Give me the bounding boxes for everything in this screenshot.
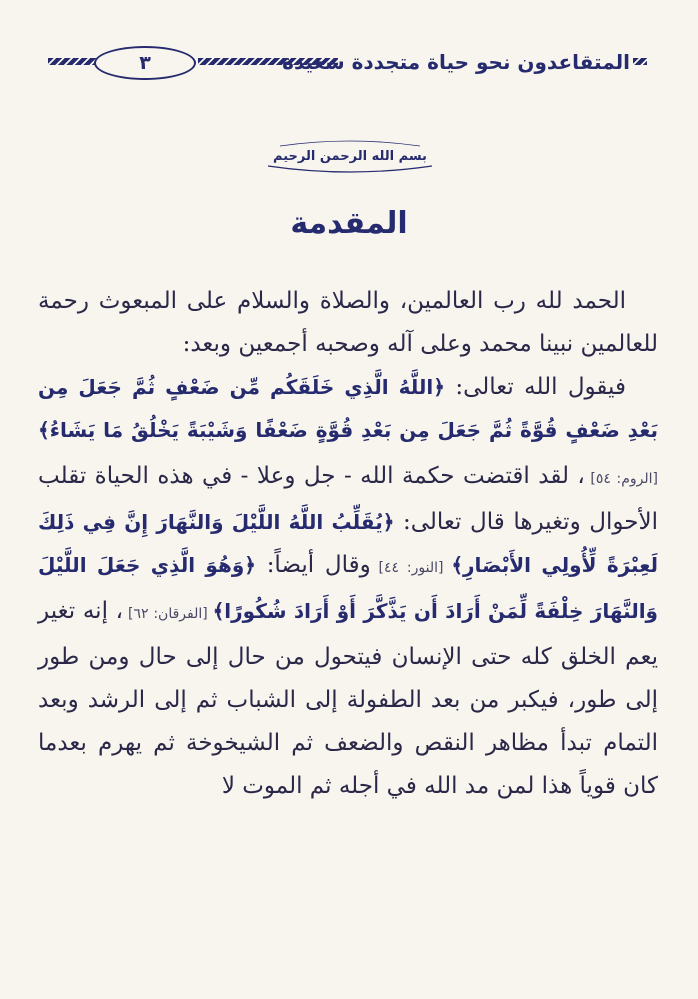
running-title: المتقاعدون نحو حياة متجددة سعيدة bbox=[282, 50, 630, 74]
body-text-segment-1: ، لقد اقتضت حكمة الله - جل وعلا - في هذه الحياة تقلب الأحوال وتغيرها قال تعالى: bbox=[38, 463, 658, 535]
basmala-text: بسم الله الرحمن الرحيم bbox=[273, 148, 427, 164]
header-rule-right bbox=[633, 58, 647, 65]
header-rule-left bbox=[48, 58, 96, 65]
body-text-segment-2: وقال أيضاً: bbox=[255, 552, 371, 578]
intro-text: فيقول الله تعالى: bbox=[444, 374, 626, 400]
quran-verse-2: ﴿يُقَلِّبُ اللَّهُ اللَّيْلَ وَالنَّهَارَ إِنَّ فِي ذَلِكَ لَعِبْرَةً لِّأُولِي الأَبْصَارِ﴾ bbox=[38, 510, 659, 577]
paragraph-opening: الحمد لله رب العالمين، والصلاة والسلام على المبعوث رحمة للعالمين نبينا محمد وعلى آله وصحبه أجمعين وبعد: bbox=[38, 288, 658, 357]
quran-verse-1: ﴿اللَّهُ الَّذِي خَلَقَكُم مِّن ضَعْفٍ ثُمَّ جَعَلَ مِن بَعْدِ ضَعْفٍ قُوَّةً ثُمَّ جَعَلَ مِن بَعْدِ قُوَّةٍ ضَعْفًا وَشَيْبَةً يَخْلُقُ مَا يَشَاءُ﴾ bbox=[38, 375, 658, 442]
quran-verse-3: ﴿وَهُوَ الَّذِي جَعَلَ اللَّيْلَ وَالنَّهَارَ خِلْفَةً لِّمَنْ أَرَادَ أَن يَذَّكَّرَ أَوْ أَرَادَ شُكُورًا﴾ bbox=[38, 553, 658, 623]
body-text-segment-3: ، إنه تغير يعم الخلق كله حتى الإنسان فيتحول من حال إلى حال ومن طور إلى طور، فيكبر من بعد الطفولة إلى الشباب ثم إلى الرشد وبعد التمام تبدأ مظاهر النقص والضعف ثم الشيخوخة ثم يهرم بعدما كان قوياً هذا لمن مد الله في أجله ثم الموت لا bbox=[38, 598, 658, 799]
page-number: ٣ bbox=[94, 46, 196, 80]
verse-reference-3: [الفرقان: ٦٢] bbox=[123, 606, 213, 622]
running-header bbox=[48, 44, 652, 80]
basmala-ornament bbox=[260, 138, 440, 174]
verse-reference-1: [الروم: ٥٤] bbox=[584, 471, 658, 487]
body-text bbox=[38, 280, 658, 808]
paragraph-main bbox=[38, 366, 658, 808]
section-heading: المقدمة bbox=[290, 206, 408, 241]
verse-reference-2: [النور: ٤٤] bbox=[370, 560, 452, 576]
